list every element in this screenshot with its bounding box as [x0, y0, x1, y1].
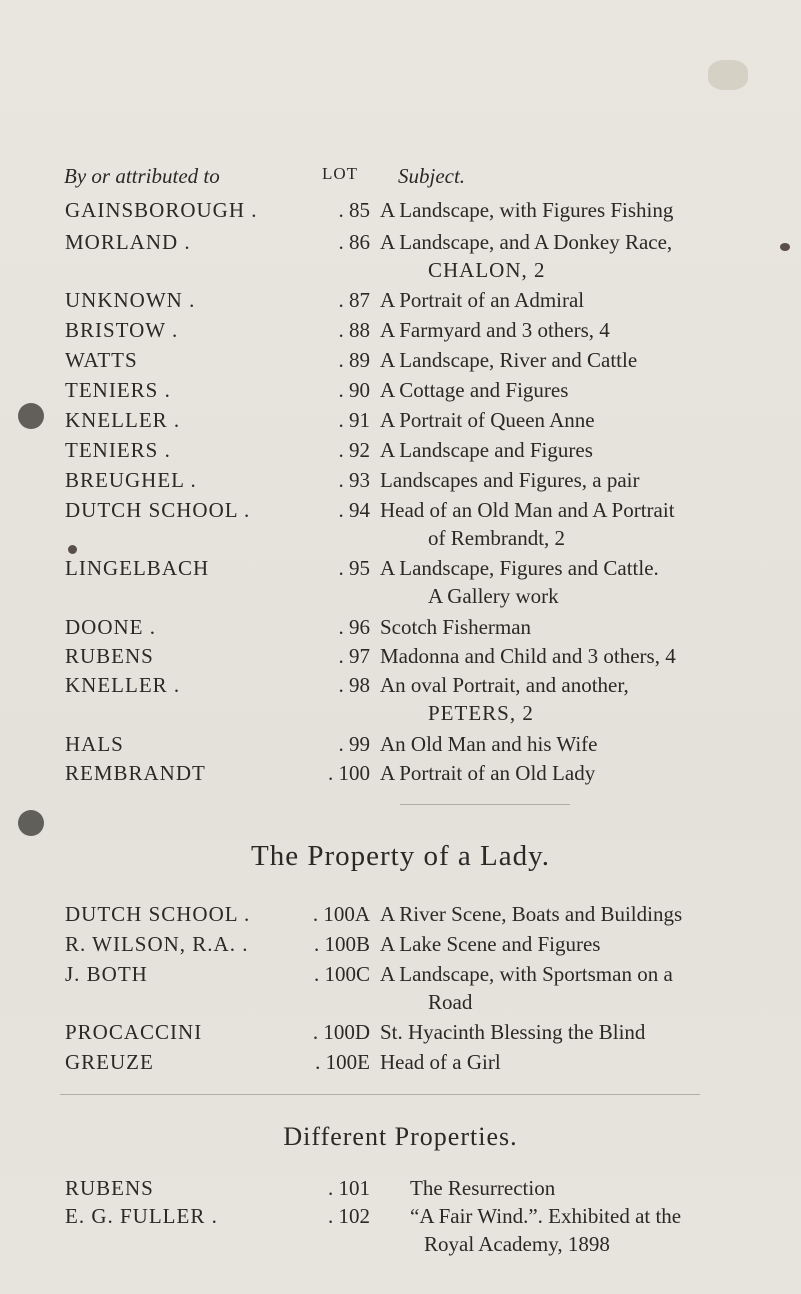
lot-number: . 92 — [338, 438, 370, 462]
lot-subject: A Farmyard and 3 others, 4 — [380, 318, 610, 342]
lot-number: . 91 — [338, 408, 370, 432]
artist-name: HALS — [65, 732, 124, 756]
artist-name: TENIERS . — [65, 438, 171, 462]
divider — [400, 804, 570, 805]
artist-name: DUTCH SCHOOL . — [65, 902, 251, 926]
lot-number: . 100D — [312, 1020, 370, 1044]
lot-subject: A Lake Scene and Figures — [380, 932, 601, 956]
lot-subject: A Portrait of Queen Anne — [380, 408, 595, 432]
lot-subject: A Landscape, River and Cattle — [380, 348, 638, 372]
lot-number: . 100B — [313, 932, 370, 956]
lot-subject: A Portrait of an Old Lady — [380, 761, 596, 785]
lot-number: . 100E — [315, 1050, 370, 1074]
artist-name: DOONE . — [65, 615, 156, 639]
lot-subject: A Landscape, with Figures Fishing — [380, 198, 674, 222]
artist-name: J. BOTH — [65, 962, 148, 986]
lot-subject: St. Hyacinth Blessing the Blind — [380, 1020, 646, 1044]
lot-subject: A Landscape and Figures — [380, 438, 593, 462]
lot-number: . 95 — [338, 556, 370, 580]
lot-subject: An Old Man and his Wife — [380, 732, 598, 756]
column-header-subject: Subject. — [398, 164, 466, 188]
lot-subject: Head of a Girl — [380, 1050, 501, 1074]
artist-name: LINGELBACH — [65, 556, 210, 580]
artist-name: RUBENS — [65, 644, 154, 668]
section-title-lady: The Property of a Lady. — [251, 840, 550, 872]
lot-number: . 90 — [338, 378, 370, 402]
lot-number: . 101 — [328, 1176, 370, 1200]
binding-hole-bottom — [18, 810, 44, 836]
lot-subject: A Landscape, and A Donkey Race, CHALON, 2 — [380, 230, 673, 282]
lot-number: . 96 — [338, 615, 370, 639]
lot-subject: A Landscape, with Sportsman on a Road — [380, 962, 673, 1014]
artist-name: UNKNOWN . — [65, 288, 196, 312]
divider — [60, 1094, 700, 1095]
lot-number: . 100C — [313, 962, 370, 986]
lot-subject: A Portrait of an Admiral — [380, 288, 585, 312]
artist-name: DUTCH SCHOOL . — [65, 498, 251, 522]
ink-spot — [68, 545, 77, 554]
lot-number: . 98 — [338, 673, 370, 697]
lot-subject: Scotch Fisherman — [380, 615, 532, 639]
artist-name: GREUZE — [65, 1050, 154, 1074]
artist-name: BREUGHEL . — [65, 468, 197, 492]
column-header-artist: By or attributed to — [64, 164, 220, 188]
lot-subject: A Landscape, Figures and Cattle. A Gallery work — [380, 556, 659, 608]
artist-name: GAINSBOROUGH . — [65, 198, 258, 222]
artist-name: E. G. FULLER . — [65, 1204, 218, 1228]
artist-name: PROCACCINI — [65, 1020, 203, 1044]
lot-number: . 93 — [338, 468, 370, 492]
artist-name: WATTS — [65, 348, 138, 372]
artist-name: REMBRANDT — [65, 761, 206, 785]
lot-subject: Head of an Old Man and A Portrait of Rembrandt, 2 — [380, 498, 675, 550]
paper-stain — [708, 60, 748, 90]
lot-subject: The Resurrection — [410, 1176, 556, 1200]
artist-name: KNELLER . — [65, 408, 181, 432]
artist-name: TENIERS . — [65, 378, 171, 402]
lot-number: . 100 — [328, 761, 370, 785]
artist-name: R. WILSON, R.A. . — [65, 932, 249, 956]
lot-subject: A Cottage and Figures — [380, 378, 569, 402]
lot-subject: An oval Portrait, and another, PETERS, 2 — [380, 673, 629, 725]
lot-subject: Madonna and Child and 3 others, 4 — [380, 644, 676, 668]
lot-subject: “A Fair Wind.”. Exhibited at the Royal Academy, 1898 — [410, 1204, 682, 1256]
binding-hole-top — [18, 403, 44, 429]
artist-name: MORLAND . — [65, 230, 191, 254]
lot-number: . 86 — [338, 230, 370, 254]
lot-number: . 85 — [338, 198, 370, 222]
ink-spot — [780, 243, 790, 251]
lot-number: . 100A — [312, 902, 370, 926]
lot-number: . 87 — [338, 288, 370, 312]
lot-number: . 94 — [338, 498, 370, 522]
artist-name: BRISTOW . — [65, 318, 179, 342]
lot-number: . 102 — [328, 1204, 370, 1228]
column-header-lot: LOT — [322, 164, 359, 183]
lot-number: . 99 — [338, 732, 370, 756]
artist-name: KNELLER . — [65, 673, 181, 697]
artist-name: RUBENS — [65, 1176, 154, 1200]
section-title-different: Different Properties. — [283, 1122, 518, 1151]
lot-subject: Landscapes and Figures, a pair — [380, 468, 640, 492]
lot-number: . 97 — [338, 644, 370, 668]
lot-subject: A River Scene, Boats and Buildings — [380, 902, 683, 926]
lot-number: . 88 — [338, 318, 370, 342]
lot-number: . 89 — [338, 348, 370, 372]
